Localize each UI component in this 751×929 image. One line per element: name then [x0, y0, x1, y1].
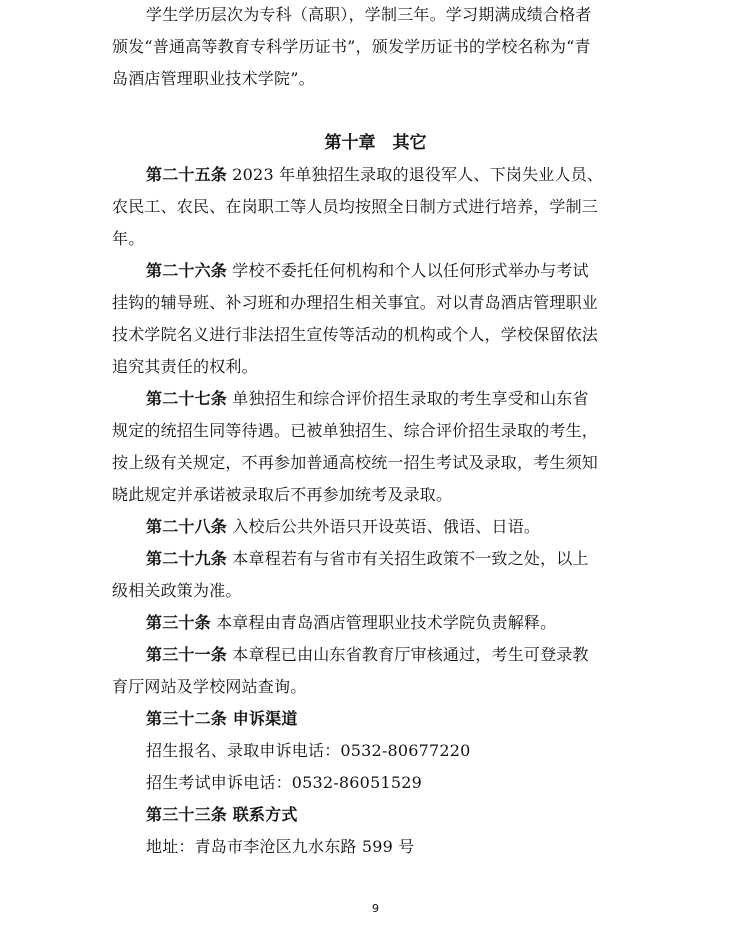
complaint-phone-line: 招生考试申诉电话：0532-86051529 — [146, 773, 422, 792]
chapter-heading: 第十章 其它 — [324, 133, 427, 153]
paragraph-line: 岛酒店管理职业技术学院”。 — [112, 69, 315, 88]
article-title: 联系方式 — [227, 805, 298, 824]
paragraph-line: 育厅网站及学校网站查询。 — [112, 677, 307, 696]
article-32 — [146, 708, 686, 730]
paragraph-line: 颁发“普通高等教育专科学历证书”，颁发学历证书的学校名称为“青 — [112, 37, 591, 56]
article-label: 第二十六条 — [146, 261, 228, 280]
article-title: 申诉渠道 — [227, 709, 298, 728]
article-label: 第二十七条 — [146, 389, 228, 408]
article-28 — [146, 516, 686, 538]
paragraph-line: 规定的统招生同等待遇。已被单独招生、综合评价招生录取的考生， — [112, 421, 599, 440]
article-label: 第二十九条 — [146, 549, 228, 568]
paragraph-line: 按上级有关规定，不再参加普通高校统一招生考试及录取，考生须知 — [112, 453, 599, 472]
article-33 — [146, 804, 686, 826]
paragraph-line: 学生学历层次为专科（高职），学制三年。学习期满成绩合格者 — [146, 5, 592, 24]
paragraph-line: 晓此规定并承诺被录取后不再参加统考及录取。 — [112, 485, 453, 504]
article-26 — [146, 260, 686, 282]
paragraph-line: 年。 — [112, 229, 145, 248]
page-number: 9 — [372, 902, 379, 915]
article-label: 第二十八条 — [146, 517, 228, 536]
article-text: 学校不委托任何机构和个人以任何形式举办与考试 — [227, 261, 589, 280]
complaint-phone-line: 招生报名、录取申诉电话：0532-80677220 — [146, 741, 471, 760]
paragraph-line: 追究其责任的权利。 — [112, 357, 258, 376]
article-text: 本章程若有与省市有关招生政策不一致之处，以上 — [227, 549, 589, 568]
article-30 — [146, 612, 686, 634]
address-line: 地址：青岛市李沧区九水东路 599 号 — [146, 837, 415, 856]
article-text: 本章程已由山东省教育厅审核通过，考生可登录教 — [227, 645, 589, 664]
article-29 — [146, 548, 686, 570]
paragraph-line: 农民工、农民、在岗职工等人员均按照全日制方式进行培养，学制三 — [112, 197, 599, 216]
article-text: 2023 年单独招生录取的退役军人、下岗失业人员、 — [227, 165, 604, 184]
article-text: 本章程由青岛酒店管理职业技术学院负责解释。 — [210, 613, 557, 632]
article-label: 第三十一条 — [146, 645, 228, 664]
article-label: 第三十三条 — [146, 805, 228, 824]
article-text: 单独招生和综合评价招生录取的考生享受和山东省 — [227, 389, 589, 408]
article-31 — [146, 644, 686, 666]
article-25 — [146, 164, 686, 186]
paragraph-line: 级相关政策为准。 — [112, 581, 242, 600]
paragraph-line: 挂钩的辅导班、补习班和办理招生相关事宜。对以青岛酒店管理职业 — [112, 293, 599, 312]
article-label: 第二十五条 — [146, 165, 228, 184]
article-label: 第三十二条 — [146, 709, 228, 728]
article-27 — [146, 388, 686, 410]
paragraph-line: 技术学院名义进行非法招生宣传等活动的机构或个人，学校保留依法 — [112, 325, 599, 344]
article-label: 第三十条 — [146, 613, 211, 632]
article-text: 入校后公共外语只开设英语、俄语、日语。 — [227, 517, 541, 536]
